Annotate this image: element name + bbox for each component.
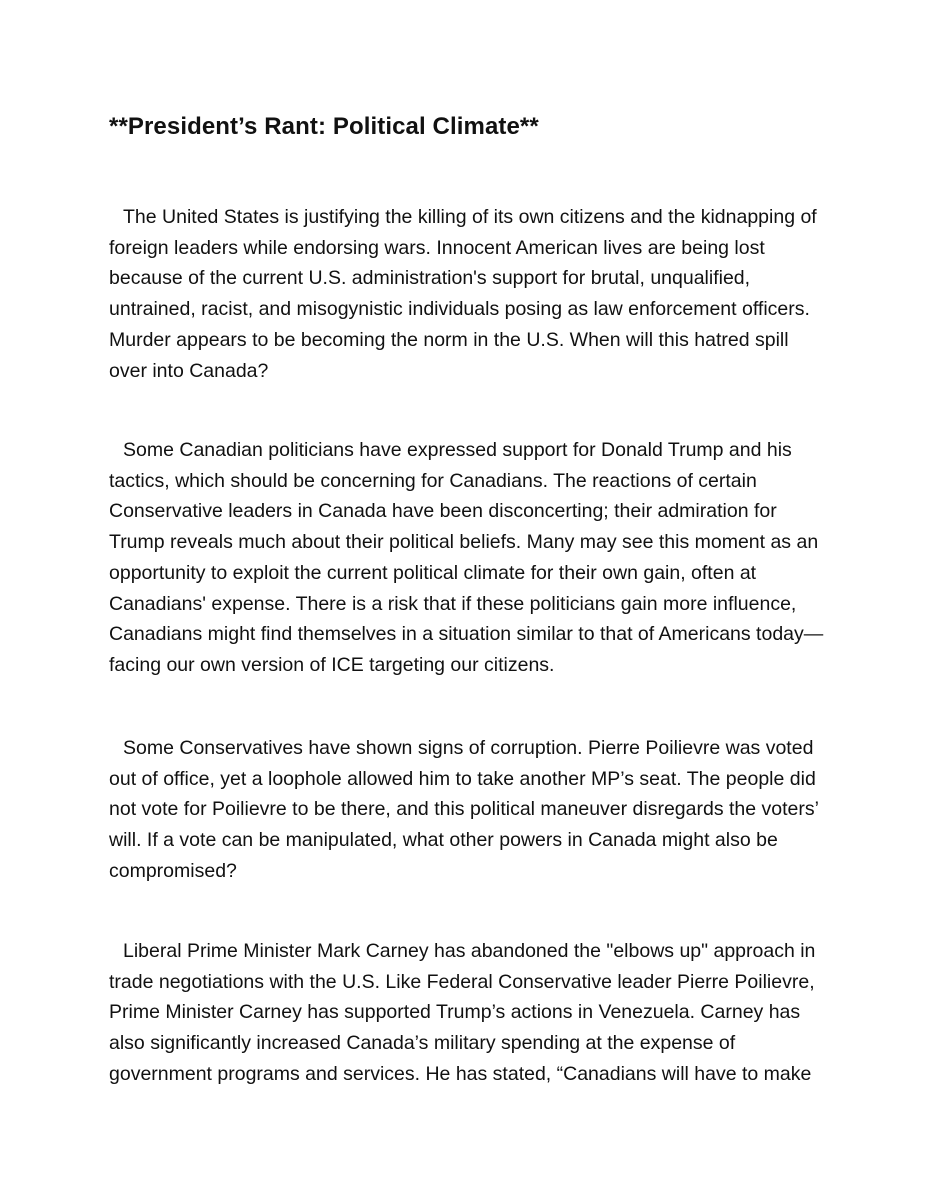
paragraph-canadian-politicians: Some Canadian politicians have expressed support for Donald Trump and his tactics, which should be concerning for Canadians. The reactions of certain Conservative leaders in Canada have been disconcerting; their admiration for Trump reveals much about their political beliefs. Many may see this moment as an opportunity to exploit the current political climate for their own gain, often at Canadians' expense. There is a risk that if these politicians gain more influence, Canadians might find themselves in a situation similar to that of Americans today—facing our own version of ICE targeting our citizens.: [109, 439, 824, 676]
paragraph-conservative-corruption: Some Conservatives have shown signs of corruption. Pierre Poilievre was voted out of office, yet a loophole allowed him to take another MP’s seat. The people did not vote for Poilievre to be there, and this political maneuver disregards the voters’ will. If a vote can be manipulated, what other powers in Canada might also be compromised?: [109, 737, 819, 882]
document-title: **President’s Rant: Political Climate**: [109, 113, 539, 140]
paragraph-carney-policy: Liberal Prime Minister Mark Carney has abandoned the "elbows up" approach in trade negotiations with the U.S. Like Federal Conservative leader Pierre Poilievre, Prime Minister Carney has supported Trump’s actions in Venezuela. Carney has also significantly increased Canada’s military spending at the expense of government programs and services. He has stated, “Canadians will have to make: [109, 940, 816, 1085]
paragraph-us-violence: The United States is justifying the killing of its own citizens and the kidnapping of foreign leaders while endorsing wars. Innocent American lives are being lost because of the current U.S. administration's support for brutal, unqualified, untrained, racist, and misogynistic individuals posing as law enforcement officers. Murder appears to be becoming the norm in the U.S. When will this hatred spill over into Canada?: [109, 206, 817, 382]
